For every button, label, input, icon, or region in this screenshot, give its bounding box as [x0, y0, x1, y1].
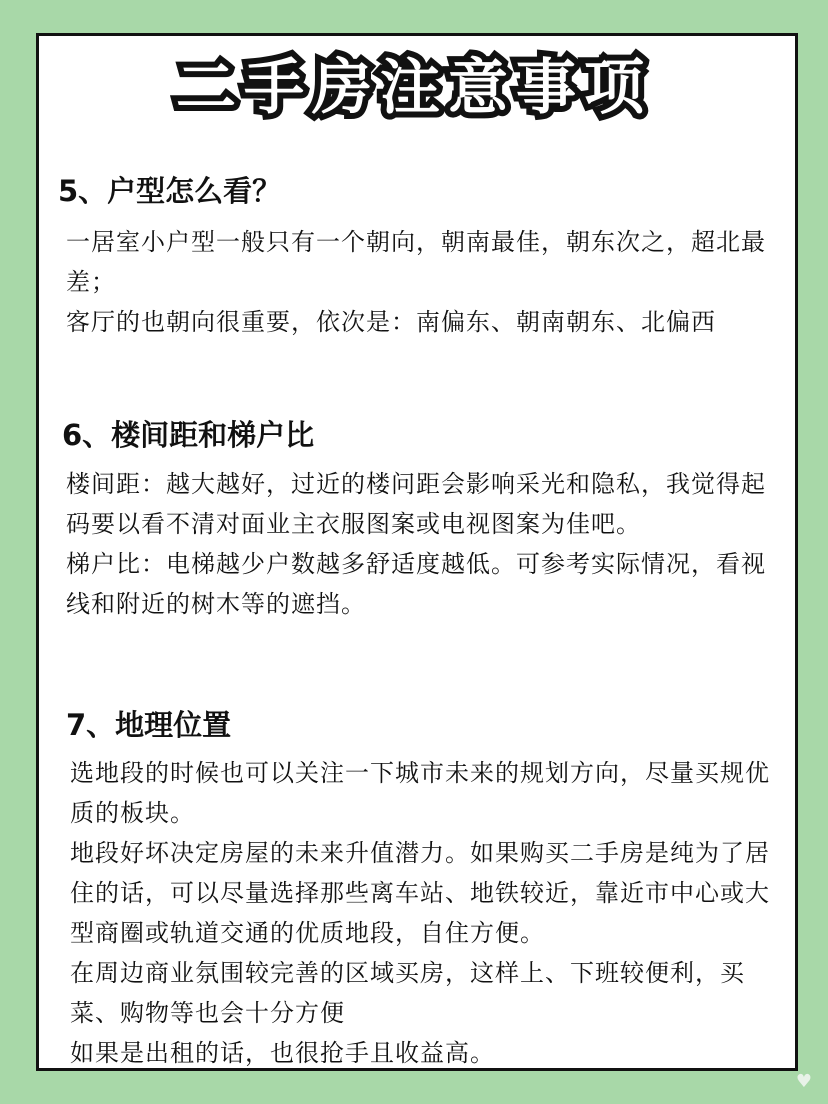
paragraph: 梯户比：电梯越少户数越多舒适度越低。可参考实际情况，看视线和附近的树木等的遮挡。 [66, 550, 766, 618]
section-body-layout [66, 222, 788, 342]
paragraph: 地段好坏决定房屋的未来升值潜力。如果购买二手房是纯为了居住的话，可以尽量选择那些离车站、地铁较近，靠近市中心或大型商圈或轨道交通的优质地段，自住方便。 [70, 839, 770, 947]
heart-watermark-icon: ♥ [795, 1071, 813, 1092]
section-heading-location: 7、地理位置 [66, 708, 232, 742]
paragraph: 在周边商业氛围较完善的区域买房，这样上、下班较便利，买菜、购物等也会十分方便 [70, 959, 745, 1027]
section-body-location [70, 753, 788, 1073]
section-heading-layout: 5、户型怎么看？ [58, 174, 282, 208]
page-title: 二手房注意事项 [176, 53, 652, 123]
paragraph: 选地段的时候也可以关注一下城市未来的规划方向，尽量买规优质的板块。 [70, 759, 770, 827]
paragraph: 一居室小户型一般只有一个朝向，朝南最佳，朝东次之，超北最差； [66, 228, 766, 296]
paragraph: 如果是出租的话，也很抢手且收益高。 [70, 1039, 495, 1067]
paragraph: 客厅的也朝向很重要，依次是：南偏东、朝南朝东、北偏西 [66, 308, 716, 336]
paragraph: 楼间距：越大越好，过近的楼问距会影响采光和隐私，我觉得起码要以看不清对面业主衣服图案或电视图案为佳吧。 [66, 470, 766, 538]
section-heading-spacing: 6、楼间距和梯户比 [62, 418, 315, 452]
section-body-spacing [66, 464, 788, 624]
